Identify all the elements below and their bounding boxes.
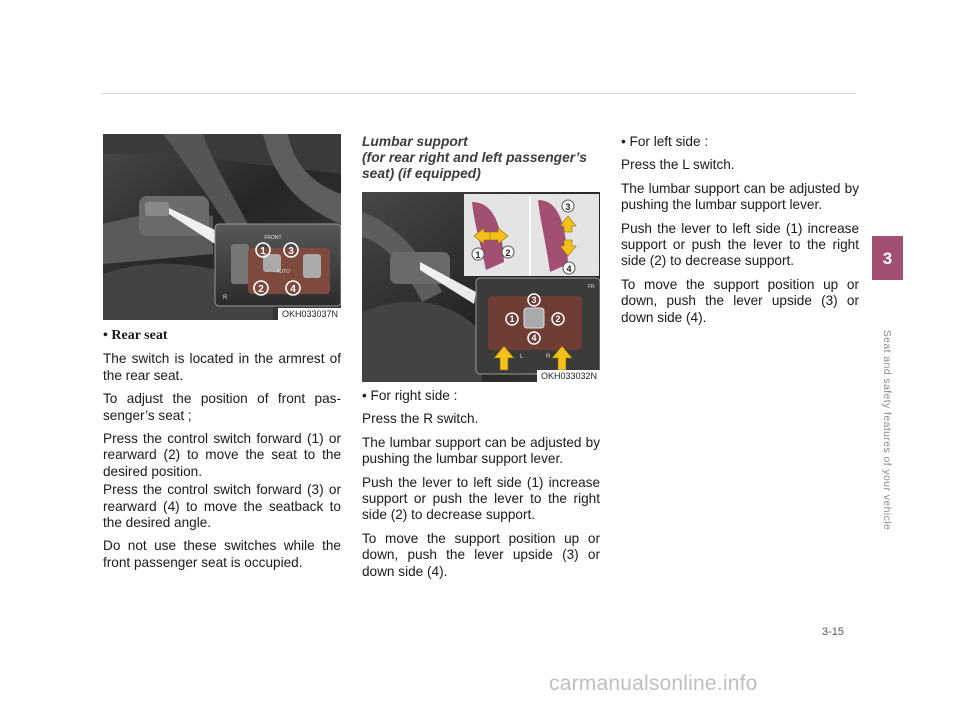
column-2 — [362, 134, 600, 587]
col1-paragraph: Press the control switch forward (1) or rearward (2) to move the seat to the desired position. — [103, 431, 341, 479]
col2-paragraph: To move the support position up or down, push the lever upside (3) or down side (4). — [362, 530, 600, 579]
lumbar-switch-figure — [362, 192, 600, 382]
callout-4: 4 — [290, 284, 296, 295]
col1-paragraph: Press the control switch forward (3) or rearward (4) to move the seatback to the desired angle. — [103, 482, 341, 531]
col3-paragraph: Push the lever to left side (1) increase support or push the lever to the right side (2) to decrease support. — [621, 220, 859, 269]
panel-callout-2: 2 — [555, 314, 561, 324]
rear-seat-bullet: • Rear seat — [103, 328, 168, 343]
figure-code: OKH033032N — [537, 370, 600, 382]
column-1 — [103, 134, 341, 578]
left-side-bullet: • For left side : — [621, 134, 709, 149]
inset-callout-3: 3 — [565, 202, 571, 212]
switch-auto-label: AUTO — [276, 269, 290, 275]
panel-callout-3: 3 — [531, 295, 537, 305]
rear-seat-switch-illustration — [103, 134, 341, 320]
switch-front-label: FRONT — [264, 235, 282, 241]
switch-fr-label: FR — [588, 284, 595, 290]
col1-paragraph: Do not use these switches while the front passenger seat is occupied. — [103, 538, 341, 570]
inset-callout-1: 1 — [475, 250, 481, 260]
heading-line-2: (for rear right and left passenger’s seat) (if equipped) — [362, 150, 587, 181]
rear-seat-switch-figure — [103, 134, 341, 320]
figure-code: OKH033037N — [278, 308, 341, 320]
lumbar-switch-illustration — [362, 192, 600, 382]
watermark: carmanualsonline.info — [549, 672, 758, 695]
inset-callout-2: 2 — [505, 248, 511, 258]
callout-2: 2 — [258, 284, 264, 295]
col2-paragraph: The lumbar support can be adjusted by pushing the lumbar support lever. — [362, 434, 600, 467]
right-side-bullet: • For right side : — [362, 388, 458, 403]
inset-callout-4: 4 — [566, 264, 572, 274]
col3-paragraph: To move the support position up or down, push the lever upside (3) or down side (4). — [621, 276, 859, 325]
chapter-number: 3 — [882, 249, 893, 268]
panel-callout-4: 4 — [531, 333, 537, 343]
col3-paragraph: The lumbar support can be adjusted by pushing the lumbar support lever. — [621, 180, 859, 213]
panel-callout-1: 1 — [509, 314, 515, 324]
lumbar-support-heading — [362, 134, 600, 182]
column-3 — [621, 134, 859, 333]
switch-r-label: R — [546, 354, 551, 360]
heading-line-1: Lumbar support — [362, 134, 468, 149]
callout-1: 1 — [260, 246, 266, 257]
col1-paragraph: To adjust the position of front pas- senger’s seat ; — [103, 391, 341, 423]
top-rule — [102, 93, 856, 94]
col1-paragraph: The switch is located in the armrest of the rear seat. — [103, 351, 341, 383]
callout-3: 3 — [288, 246, 294, 257]
switch-l-label: L — [520, 354, 524, 360]
chapter-side-label: Seat and safety features of your vehicle — [881, 329, 893, 531]
page-number: 3-15 — [822, 626, 845, 638]
switch-r-label: R — [223, 295, 228, 301]
col2-paragraph: Push the lever to left side (1) increase support or push the lever to the right side (2) to decrease support. — [362, 474, 600, 523]
col2-paragraph: Press the R switch. — [362, 411, 479, 427]
col3-paragraph: Press the L switch. — [621, 157, 735, 173]
chapter-tab — [872, 236, 903, 280]
